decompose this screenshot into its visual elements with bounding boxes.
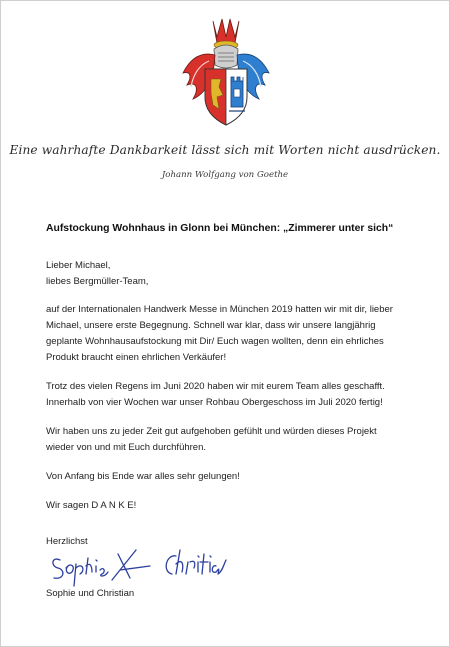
motto-author: Johann Wolfgang von Goethe <box>161 170 289 180</box>
signer-names: Sophie und Christian <box>46 588 135 599</box>
closing-line: Herzlichst <box>46 536 88 547</box>
letter-body <box>46 258 401 514</box>
paragraph-2: Trotz des vielen Regens im Juni 2020 haben wir mit eurem Team alles geschafft. Innerhalb von vier Wochen war unser Rohbau Obergeschoss im Juli 2020 fertig! <box>46 381 385 408</box>
greeting-line-2: liebes Bergmüller-Team, <box>46 276 149 287</box>
paragraph-5: Wir sagen D A N K E! <box>46 500 137 511</box>
handwritten-signature <box>46 544 246 588</box>
paragraph-1: auf der Internationalen Handwerk Messe in München 2019 hatten wir mit dir, lieber Michael, unsere erste Begegnung. Schnell war klar, dass wir unsere langjährig geplante Wohnhausaufstockung mit Dir/ Euch wagen wollten, denn ein ehrliches Produkt braucht einen ehrlichen Verkäufer! <box>46 304 393 363</box>
paragraph-4: Von Anfang bis Ende war alles sehr gelungen! <box>46 471 240 482</box>
coat-of-arms-logo <box>169 15 283 129</box>
paragraph-3: Wir haben uns zu jeder Zeit gut aufgehoben gefühlt und würden dieses Projekt wieder von und mit Euch durchführen. <box>46 426 377 453</box>
greeting-line-1: Lieber Michael, <box>46 260 111 271</box>
motto-quote: Eine wahrhafte Dankbarkeit lässt sich mit Worten nicht ausdrücken. <box>9 143 441 157</box>
letter-subject: Aufstockung Wohnhaus in Glonn bei München: „Zimmerer unter sich“ <box>46 223 394 234</box>
